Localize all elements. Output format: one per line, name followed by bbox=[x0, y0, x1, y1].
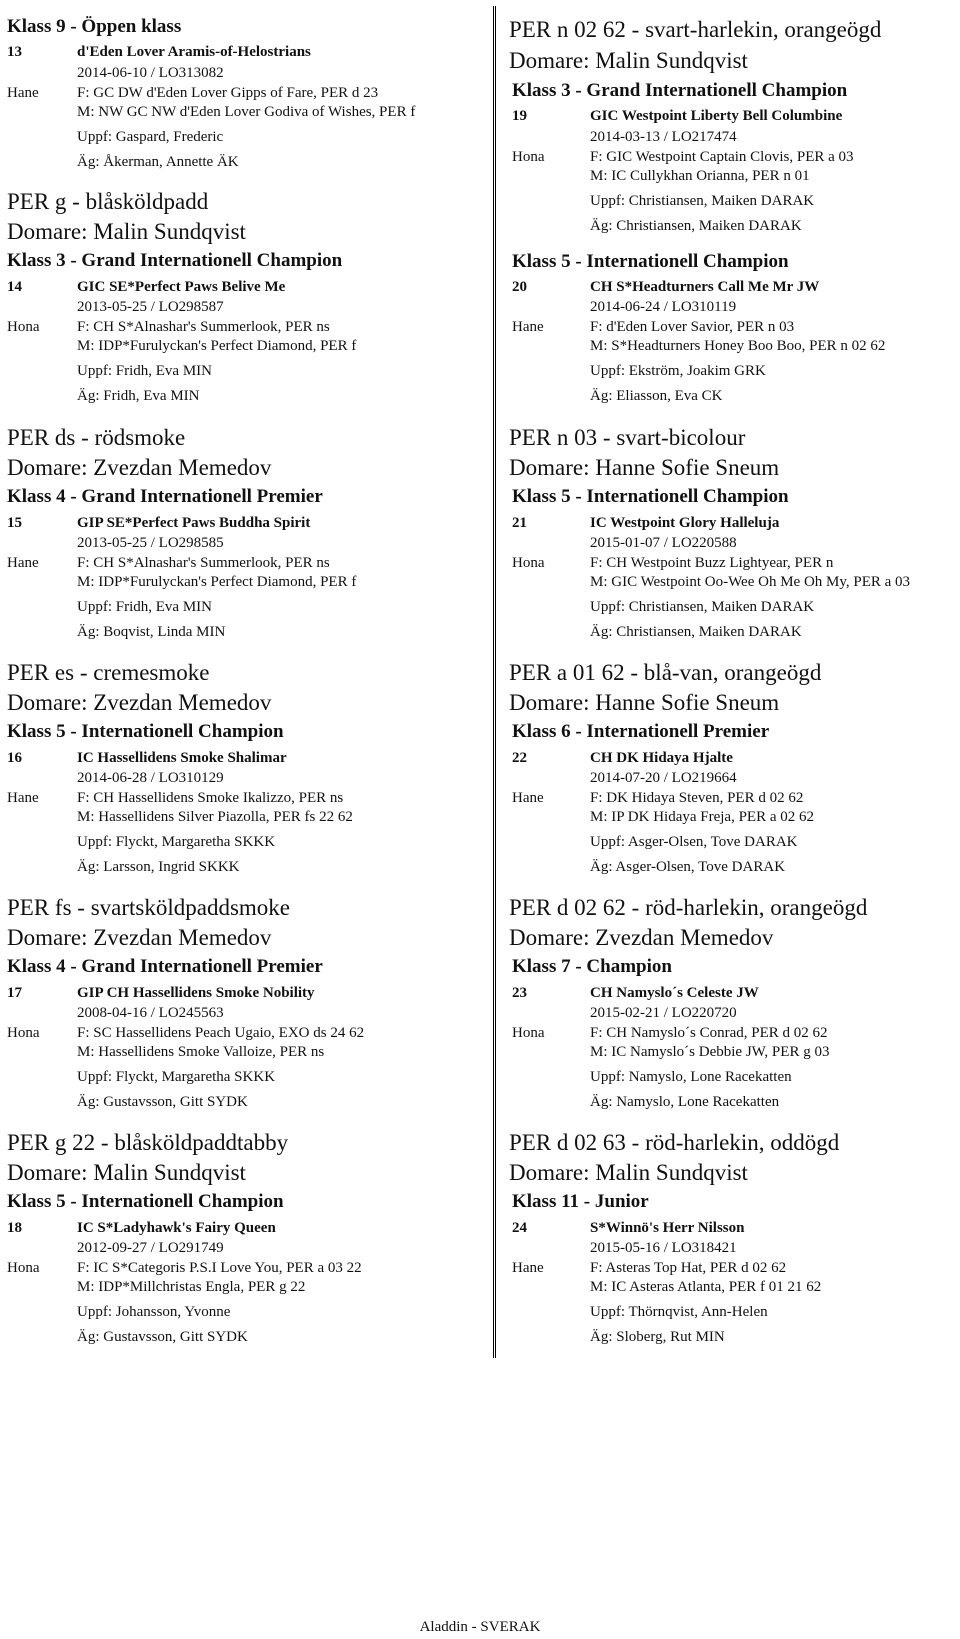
class-heading: Klass 3 - Grand Internationell Champion bbox=[512, 80, 848, 101]
cat-sex: Hona bbox=[7, 1025, 40, 1041]
column-divider bbox=[493, 6, 496, 1358]
birth-reg: 2013-05-25 / LO298585 bbox=[77, 535, 224, 551]
mother: M: IP DK Hidaya Freja, PER a 02 62 bbox=[590, 809, 815, 825]
entry-number: 13 bbox=[7, 44, 22, 60]
mother: M: IDP*Furulyckan's Perfect Diamond, PER f bbox=[77, 574, 357, 590]
class-heading: Klass 4 - Grand Internationell Premier bbox=[7, 956, 323, 977]
cat-sex: Hona bbox=[7, 1260, 40, 1276]
birth-reg: 2014-03-13 / LO217474 bbox=[590, 129, 737, 145]
breeder: Uppf: Flyckt, Margaretha SKKK bbox=[77, 834, 276, 850]
judge-heading: Domare: Zvezdan Memedov bbox=[509, 925, 774, 950]
owner: Äg: Gustavsson, Gitt SYDK bbox=[77, 1329, 248, 1345]
judge-heading: Domare: Malin Sundqvist bbox=[7, 219, 246, 244]
owner: Äg: Fridh, Eva MIN bbox=[77, 388, 200, 404]
mother: M: Hassellidens Silver Piazolla, PER fs 22 62 bbox=[77, 809, 353, 825]
breeder: Uppf: Ekström, Joakim GRK bbox=[590, 363, 766, 379]
cat-name: CH S*Headturners Call Me Mr JW bbox=[590, 279, 820, 295]
cat-name: GIC SE*Perfect Paws Belive Me bbox=[77, 279, 286, 295]
color-group-heading: PER g - blåsköldpadd bbox=[7, 189, 209, 214]
breeder: Uppf: Namyslo, Lone Racekatten bbox=[590, 1069, 792, 1085]
cat-sex: Hona bbox=[7, 319, 40, 335]
father: F: CH S*Alnashar's Summerlook, PER ns bbox=[77, 555, 330, 571]
judge-heading: Domare: Zvezdan Memedov bbox=[7, 925, 272, 950]
father: F: DK Hidaya Steven, PER d 02 62 bbox=[590, 790, 804, 806]
page-footer: Aladdin - SVERAK bbox=[419, 1619, 541, 1635]
owner: Äg: Åkerman, Annette ÄK bbox=[77, 154, 239, 170]
class-heading: Klass 5 - Internationell Champion bbox=[512, 251, 789, 272]
birth-reg: 2013-05-25 / LO298587 bbox=[77, 299, 224, 315]
entry-number: 16 bbox=[7, 750, 22, 766]
mother: M: Hassellidens Smoke Valloize, PER ns bbox=[77, 1044, 325, 1060]
owner: Äg: Namyslo, Lone Racekatten bbox=[590, 1094, 780, 1110]
class-heading: Klass 5 - Internationell Champion bbox=[512, 486, 789, 507]
owner: Äg: Christiansen, Maiken DARAK bbox=[590, 218, 802, 234]
cat-name: GIC Westpoint Liberty Bell Columbine bbox=[590, 108, 843, 124]
cat-sex: Hane bbox=[7, 555, 39, 571]
birth-reg: 2014-06-28 / LO310129 bbox=[77, 770, 224, 786]
mother: M: GIC Westpoint Oo-Wee Oh Me Oh My, PER a 03 bbox=[590, 574, 911, 590]
cat-name: CH Namyslo´s Celeste JW bbox=[590, 985, 759, 1001]
cat-name: d'Eden Lover Aramis-of-Helostrians bbox=[77, 44, 311, 60]
cat-sex: Hona bbox=[512, 1025, 545, 1041]
color-group-heading: PER ds - rödsmoke bbox=[7, 425, 186, 450]
class-heading: Klass 9 - Öppen klass bbox=[7, 16, 182, 37]
father: F: GIC Westpoint Captain Clovis, PER a 03 bbox=[590, 149, 854, 165]
entry-number: 21 bbox=[512, 515, 527, 531]
father: F: Asteras Top Hat, PER d 02 62 bbox=[590, 1260, 787, 1276]
judge-heading: Domare: Hanne Sofie Sneum bbox=[509, 455, 780, 480]
mother: M: NW GC NW d'Eden Lover Godiva of Wishes, PER f bbox=[77, 104, 416, 120]
mother: M: IDP*Millchristas Engla, PER g 22 bbox=[77, 1279, 306, 1295]
mother: M: IC Asteras Atlanta, PER f 01 21 62 bbox=[590, 1279, 822, 1295]
color-group-heading: PER n 03 - svart-bicolour bbox=[509, 425, 746, 450]
color-group-heading: PER fs - svartsköldpaddsmoke bbox=[7, 895, 291, 920]
father: F: CH Namyslo´s Conrad, PER d 02 62 bbox=[590, 1025, 828, 1041]
owner: Äg: Sloberg, Rut MIN bbox=[590, 1329, 725, 1345]
class-heading: Klass 3 - Grand Internationell Champion bbox=[7, 250, 343, 271]
entry-number: 18 bbox=[7, 1220, 22, 1236]
breeder: Uppf: Johansson, Yvonne bbox=[77, 1304, 231, 1320]
judge-heading: Domare: Zvezdan Memedov bbox=[7, 690, 272, 715]
cat-name: IC Westpoint Glory Halleluja bbox=[590, 515, 780, 531]
breeder: Uppf: Fridh, Eva MIN bbox=[77, 599, 212, 615]
cat-sex: Hona bbox=[512, 149, 545, 165]
entry-number: 20 bbox=[512, 279, 527, 295]
class-heading: Klass 7 - Champion bbox=[512, 956, 672, 977]
owner: Äg: Christiansen, Maiken DARAK bbox=[590, 624, 802, 640]
class-heading: Klass 6 - Internationell Premier bbox=[512, 721, 770, 742]
birth-reg: 2012-09-27 / LO291749 bbox=[77, 1240, 224, 1256]
mother: M: IC Cullykhan Orianna, PER n 01 bbox=[590, 168, 810, 184]
entry-number: 19 bbox=[512, 108, 527, 124]
class-heading: Klass 5 - Internationell Champion bbox=[7, 721, 284, 742]
owner: Äg: Eliasson, Eva CK bbox=[590, 388, 723, 404]
breeder: Uppf: Fridh, Eva MIN bbox=[77, 363, 212, 379]
judge-heading: Domare: Malin Sundqvist bbox=[509, 48, 748, 73]
breeder: Uppf: Thörnqvist, Ann-Helen bbox=[590, 1304, 768, 1320]
judge-heading: Domare: Malin Sundqvist bbox=[7, 1160, 246, 1185]
owner: Äg: Larsson, Ingrid SKKK bbox=[77, 859, 240, 875]
class-heading: Klass 11 - Junior bbox=[512, 1191, 649, 1212]
father: F: CH Westpoint Buzz Lightyear, PER n bbox=[590, 555, 834, 571]
breeder: Uppf: Asger-Olsen, Tove DARAK bbox=[590, 834, 798, 850]
color-group-heading: PER n 02 62 - svart-harlekin, orangeögd bbox=[509, 17, 882, 42]
entry-number: 22 bbox=[512, 750, 527, 766]
judge-heading: Domare: Zvezdan Memedov bbox=[7, 455, 272, 480]
color-group-heading: PER d 02 62 - röd-harlekin, orangeögd bbox=[509, 895, 868, 920]
entry-number: 15 bbox=[7, 515, 22, 531]
color-group-heading: PER es - cremesmoke bbox=[7, 660, 210, 685]
owner: Äg: Boqvist, Linda MIN bbox=[77, 624, 226, 640]
judge-heading: Domare: Hanne Sofie Sneum bbox=[509, 690, 780, 715]
color-group-heading: PER a 01 62 - blå-van, orangeögd bbox=[509, 660, 822, 685]
cat-name: IC S*Ladyhawk's Fairy Queen bbox=[77, 1220, 276, 1236]
birth-reg: 2014-06-24 / LO310119 bbox=[590, 299, 737, 315]
owner: Äg: Gustavsson, Gitt SYDK bbox=[77, 1094, 248, 1110]
entry-number: 23 bbox=[512, 985, 527, 1001]
cat-name: CH DK Hidaya Hjalte bbox=[590, 750, 733, 766]
cat-sex: Hane bbox=[512, 790, 544, 806]
cat-name: GIP CH Hassellidens Smoke Nobility bbox=[77, 985, 315, 1001]
cat-sex: Hane bbox=[7, 85, 39, 101]
owner: Äg: Asger-Olsen, Tove DARAK bbox=[590, 859, 786, 875]
cat-sex: Hona bbox=[512, 555, 545, 571]
breeder: Uppf: Christiansen, Maiken DARAK bbox=[590, 193, 815, 209]
entry-number: 24 bbox=[512, 1220, 527, 1236]
father: F: CH Hassellidens Smoke Ikalizzo, PER ns bbox=[77, 790, 344, 806]
father: F: SC Hassellidens Peach Ugaio, EXO ds 24 62 bbox=[77, 1025, 365, 1041]
breeder: Uppf: Gaspard, Frederic bbox=[77, 129, 224, 145]
entry-number: 14 bbox=[7, 279, 22, 295]
cat-name: S*Winnö's Herr Nilsson bbox=[590, 1220, 745, 1236]
birth-reg: 2014-06-10 / LO313082 bbox=[77, 65, 224, 81]
mother: M: IDP*Furulyckan's Perfect Diamond, PER f bbox=[77, 338, 357, 354]
class-heading: Klass 4 - Grand Internationell Premier bbox=[7, 486, 323, 507]
mother: M: IC Namyslo´s Debbie JW, PER g 03 bbox=[590, 1044, 830, 1060]
judge-heading: Domare: Malin Sundqvist bbox=[509, 1160, 748, 1185]
birth-reg: 2015-01-07 / LO220588 bbox=[590, 535, 737, 551]
birth-reg: 2015-05-16 / LO318421 bbox=[590, 1240, 737, 1256]
father: F: d'Eden Lover Savior, PER n 03 bbox=[590, 319, 795, 335]
birth-reg: 2015-02-21 / LO220720 bbox=[590, 1005, 737, 1021]
color-group-heading: PER d 02 63 - röd-harlekin, oddögd bbox=[509, 1130, 840, 1155]
cat-sex: Hane bbox=[7, 790, 39, 806]
cat-sex: Hane bbox=[512, 319, 544, 335]
father: F: CH S*Alnashar's Summerlook, PER ns bbox=[77, 319, 330, 335]
birth-reg: 2014-07-20 / LO219664 bbox=[590, 770, 737, 786]
father: F: IC S*Categoris P.S.I Love You, PER a 03 22 bbox=[77, 1260, 362, 1276]
cat-sex: Hane bbox=[512, 1260, 544, 1276]
breeder: Uppf: Christiansen, Maiken DARAK bbox=[590, 599, 815, 615]
mother: M: S*Headturners Honey Boo Boo, PER n 02 62 bbox=[590, 338, 886, 354]
birth-reg: 2008-04-16 / LO245563 bbox=[77, 1005, 224, 1021]
cat-name: GIP SE*Perfect Paws Buddha Spirit bbox=[77, 515, 311, 531]
father: F: GC DW d'Eden Lover Gipps of Fare, PER d 23 bbox=[77, 85, 379, 101]
color-group-heading: PER g 22 - blåsköldpaddtabby bbox=[7, 1130, 289, 1155]
entry-number: 17 bbox=[7, 985, 22, 1001]
class-heading: Klass 5 - Internationell Champion bbox=[7, 1191, 284, 1212]
cat-name: IC Hassellidens Smoke Shalimar bbox=[77, 750, 287, 766]
breeder: Uppf: Flyckt, Margaretha SKKK bbox=[77, 1069, 276, 1085]
